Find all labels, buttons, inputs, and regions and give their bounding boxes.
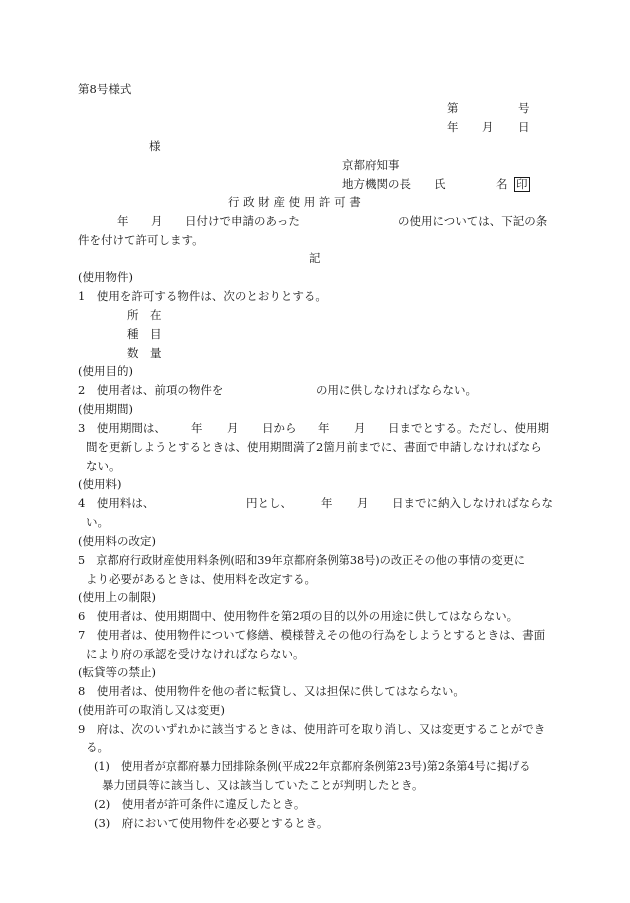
section-4-month: 月 [357,496,369,510]
section-6-line-1: 6 使用者は、使用期間中、使用物件を第2項の目的以外の用途に供してはならない。 [78,609,519,623]
section-5-line-2: より必要があるときは、使用料を改定する。 [86,572,316,586]
section-2-text-b: の用に供しなければならない。 [316,383,477,397]
intro-month: 月 [151,214,163,228]
section-9-line-2: る。 [86,740,109,754]
intro-line-2: 件を付けて許可します。 [78,233,204,247]
section-3-text-a: 3 使用期間は、 [78,421,166,435]
section-4-yen: 円とし、 [246,496,292,510]
section-4-heading: (使用料) [78,477,122,491]
date-year-label: 年 [447,120,459,134]
date-month-label: 月 [482,120,494,134]
section-3-line-2: 間を更新しようとするときは、使用期間満了2箇月前までに、書面で申請しなければなら [86,440,542,454]
section-9-item-2: (2) 使用者が許可条件に違反したとき。 [94,797,306,811]
section-1-item-location: 所 在 [127,308,162,322]
issuer-agency-head: 地方機関の長 [342,177,411,191]
section-9-heading: (使用許可の取消し又は変更) [78,703,225,717]
intro-application-text: 日付けで申請のあった [185,214,300,228]
issuer-name-label-2: 名 [496,177,508,191]
seal-mark [512,175,530,194]
addressee-suffix: 様 [149,139,161,153]
section-7-line-2: により府の承認を受けなければならない。 [86,647,305,661]
section-9-item-1-a: (1) 使用者が京都府暴力団排除条例(平成22年京都府条例第23号)第2条第4号に掲げる [94,760,531,773]
document-title: 行 政 財 産 使 用 許 可 書 [228,195,361,209]
section-5-heading: (使用料の改定) [78,534,156,548]
section-2-text-a: 2 使用者は、前項の物件を [78,383,224,397]
section-3-day-2: 日までとする。ただし、使用期 [388,421,549,435]
section-2-heading: (使用目的) [78,364,133,378]
section-3-heading: (使用期間) [78,402,133,416]
section-9-item-1-b: 暴力団員等に該当し、又は該当していたことが判明したとき。 [102,778,424,792]
section-3-line-3: ない。 [86,459,121,473]
section-1-item-type: 種 目 [127,327,162,341]
section-4-line-2: い。 [86,515,109,529]
seal-text: 印 [516,177,528,191]
section-3-year-2: 年 [318,421,330,435]
document-no-suffix: 号 [518,101,530,115]
section-8-heading: (転貸等の禁止) [78,665,156,679]
section-1-item-quantity: 数 量 [127,346,162,360]
section-4-year: 年 [321,496,333,510]
issuer-name-label-1: 氏 [434,177,446,191]
issuer-governor: 京都府知事 [342,158,400,172]
document-no-label: 第 [447,101,459,115]
section-4-text-a: 4 使用料は、 [78,496,155,510]
ki-heading: 記 [309,251,321,265]
section-8-line-1: 8 使用者は、使用物件を他の者に転貸し、又は担保に供してはならない。 [78,684,465,698]
section-4-day: 日までに納入しなければならな [392,496,553,510]
form-number: 第8号様式 [78,82,132,96]
section-5-line-1: 5 京都府行政財産使用料条例(昭和39年京都府条例第38号)の改正その他の事情の変更に [78,554,526,567]
section-3-year-1: 年 [191,421,203,435]
section-3-month-1: 月 [227,421,239,435]
section-7-line-1: 7 使用者は、使用物件について修繕、模様替えその他の行為をしようとするときは、書面 [78,628,546,642]
section-3-month-2: 月 [354,421,366,435]
intro-usage-text: の使用については、下記の条 [398,214,548,228]
section-9-item-3: (3) 府において使用物件を必要とするとき。 [94,816,329,830]
section-1-text: 1 使用を許可する物件は、次のとおりとする。 [78,289,327,303]
section-6-heading: (使用上の制限) [78,590,156,604]
section-3-day-1: 日から [262,421,297,435]
section-9-line-1: 9 府は、次のいずれかに該当するときは、使用許可を取り消し、又は変更することができ [78,722,546,736]
date-day-label: 日 [518,120,530,134]
intro-year: 年 [117,214,129,228]
section-1-heading: (使用物件) [78,270,133,284]
